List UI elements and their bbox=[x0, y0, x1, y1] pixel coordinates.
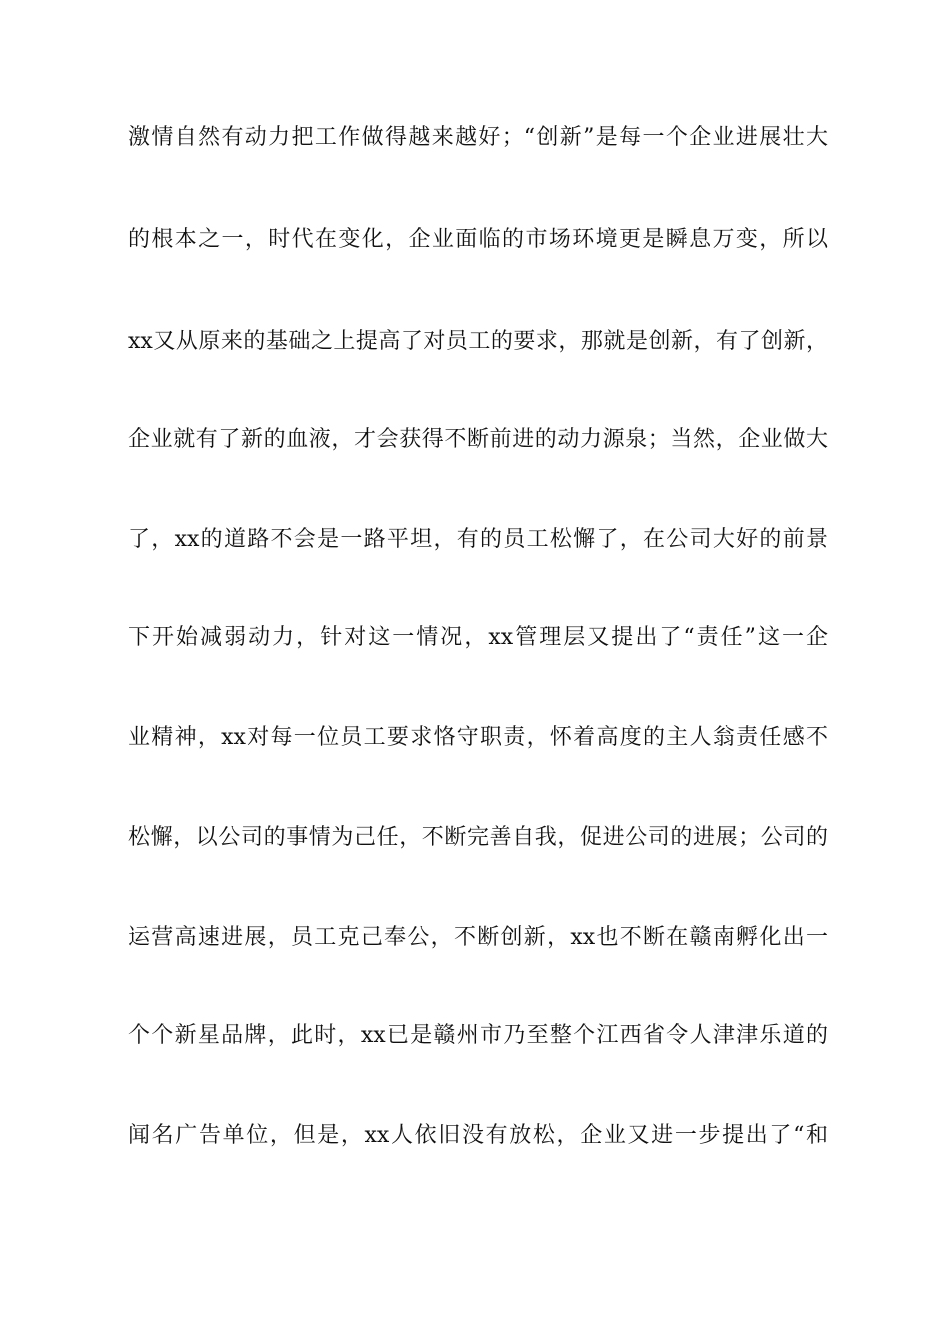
text-line-4: 企业就有了新的血液，才会获得不断前进的动力源泉；当然，企业做大 bbox=[128, 427, 828, 452]
text-line-8: 松懈，以公司的事情为己任，不断完善自我，促进公司的进展；公司的 bbox=[128, 825, 828, 850]
text-line-2: 的根本之一，时代在变化，企业面临的市场环境更是瞬息万变，所以 bbox=[128, 227, 828, 252]
text-line-1: 激情自然有动力把工作做得越来越好；“创新”是每一个企业进展壮大 bbox=[128, 125, 828, 150]
text-line-9: 运营高速进展，员工克己奉公，不断创新，xx也不断在赣南孵化出一 bbox=[128, 925, 828, 950]
text-line-5: 了，xx的道路不会是一路平坦，有的员工松懈了，在公司大好的前景 bbox=[128, 527, 828, 552]
text-line-7: 业精神，xx对每一位员工要求恪守职责，怀着高度的主人翁责任感不 bbox=[128, 725, 828, 750]
text-line-3: xx又从原来的基础之上提高了对员工的要求，那就是创新，有了创新， bbox=[128, 329, 828, 354]
text-line-10: 个个新星品牌，此时，xx已是赣州市乃至整个江西省令人津津乐道的 bbox=[128, 1023, 828, 1048]
text-line-6: 下开始减弱动力，针对这一情况，xx管理层又提出了“责任”这一企 bbox=[128, 625, 828, 650]
text-line-11: 闻名广告单位，但是，xx人依旧没有放松，企业又进一步提出了“和 bbox=[128, 1123, 828, 1148]
